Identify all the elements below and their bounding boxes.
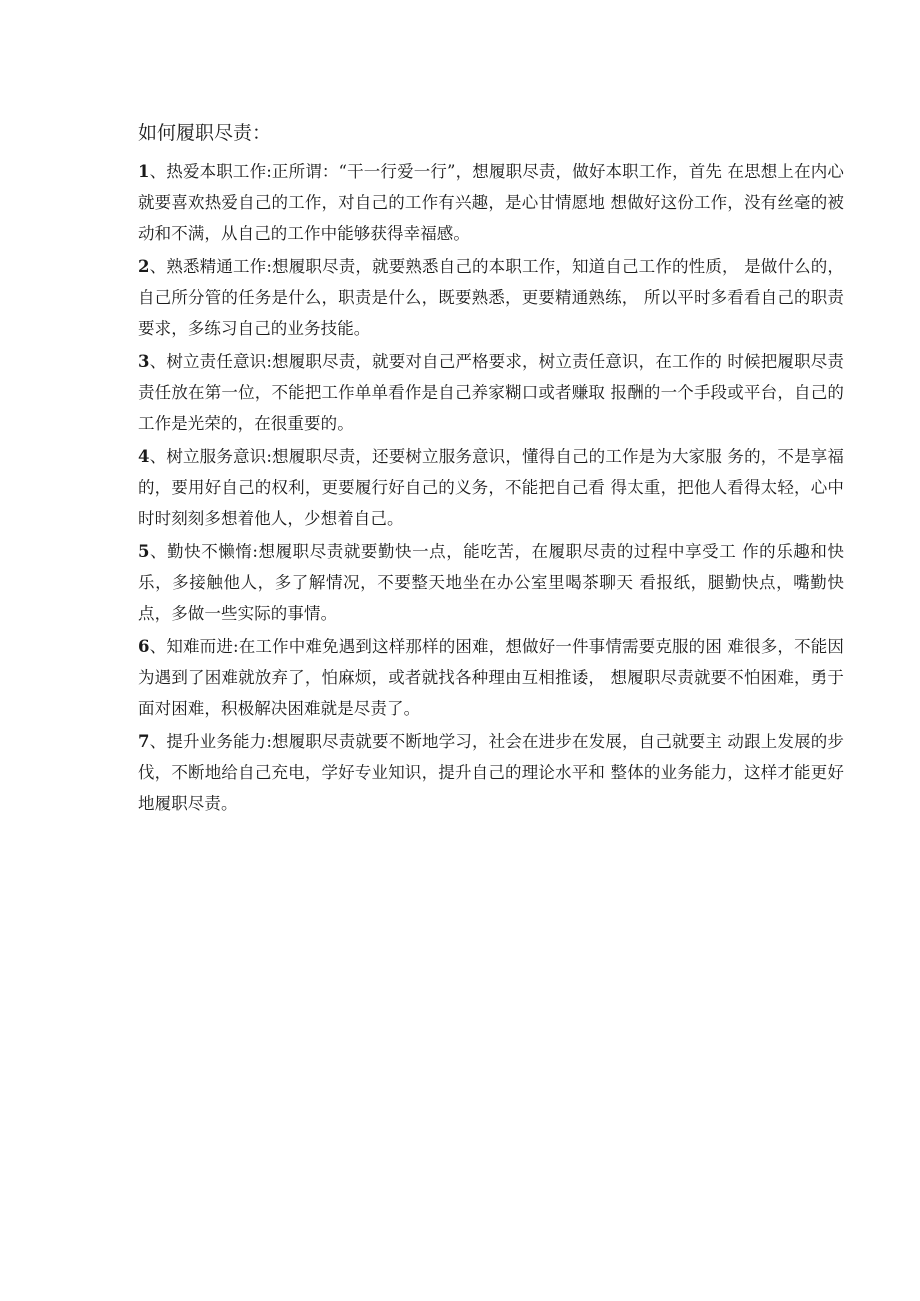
- item-number: 6: [138, 637, 150, 656]
- item-number: 1: [138, 162, 150, 181]
- item-text: 、熟悉精通工作:想履职尽责，就要熟悉自己的本职工作，知道自己工作的性质， 是做什么的，自己所分管的任务是什么，职责是什么，既要熟悉，更要精通熟练， 所以平时多看看自己的职责要求，多练习自己的业务技能。: [138, 257, 844, 338]
- item-text: 、提升业务能力:想履职尽责就要不断地学习，社会在进步在发展，自己就要主 动跟上发展的步伐，不断地给自己充电，学好专业知识，提升自己的理论水平和 整体的业务能力，这样才能更好地履职尽责。: [138, 732, 844, 813]
- item-list: [138, 156, 844, 821]
- item-text: 、树立责任意识:想履职尽责，就要对自己严格要求，树立责任意识，在工作的 时候把履职尽责责任放在第一位，不能把工作单单看作是自己养家糊口或者赚取 报酬的一个手段或平台，自己的工作是光荣的，在很重要的。: [138, 352, 844, 433]
- list-item-6: [138, 631, 844, 724]
- item-text: 、树立服务意识:想履职尽责，还要树立服务意识，懂得自己的工作是为大家服 务的，不是享福的，要用好自己的权利，更要履行好自己的义务，不能把自己看 得太重，把他人看得太轻，心中时时刻刻多想着他人，少想着自己。: [138, 447, 844, 528]
- item-number: 7: [138, 732, 150, 751]
- list-item-4: [138, 441, 844, 534]
- item-number: 3: [138, 352, 150, 371]
- list-item-1: [138, 156, 844, 249]
- document-title: 如何履职尽责：: [138, 122, 272, 144]
- item-number: 4: [138, 447, 150, 466]
- list-item-3: [138, 346, 844, 439]
- item-text: 、知难而进:在工作中难免遇到这样那样的困难，想做好一件事情需要克服的困 难很多，不能因为遇到了困难就放弃了，怕麻烦，或者就找各种理由互相推诿， 想履职尽责就要不怕困难，勇于面对困难，积极解决困难就是尽责了。: [138, 637, 844, 718]
- list-item-2: [138, 251, 844, 344]
- list-item-7: [138, 726, 844, 819]
- list-item-5: [138, 536, 844, 629]
- item-text: 、热爱本职工作:正所谓：“干一行爱一行”，想履职尽责，做好本职工作，首先 在思想上在内心就要喜欢热爱自己的工作，对自己的工作有兴趣，是心甘情愿地 想做好这份工作，没有丝毫的被动和不满，从自己的工作中能够获得幸福感。: [138, 162, 844, 243]
- item-number: 2: [138, 257, 150, 276]
- item-number: 5: [138, 542, 150, 561]
- item-text: 、勤快不懒惰:想履职尽责就要勤快一点，能吃苦，在履职尽责的过程中享受工 作的乐趣和快乐，多接触他人，多了解情况，不要整天地坐在办公室里喝茶聊天 看报纸，腿勤快点，嘴勤快点，多做一些实际的事情。: [138, 542, 844, 623]
